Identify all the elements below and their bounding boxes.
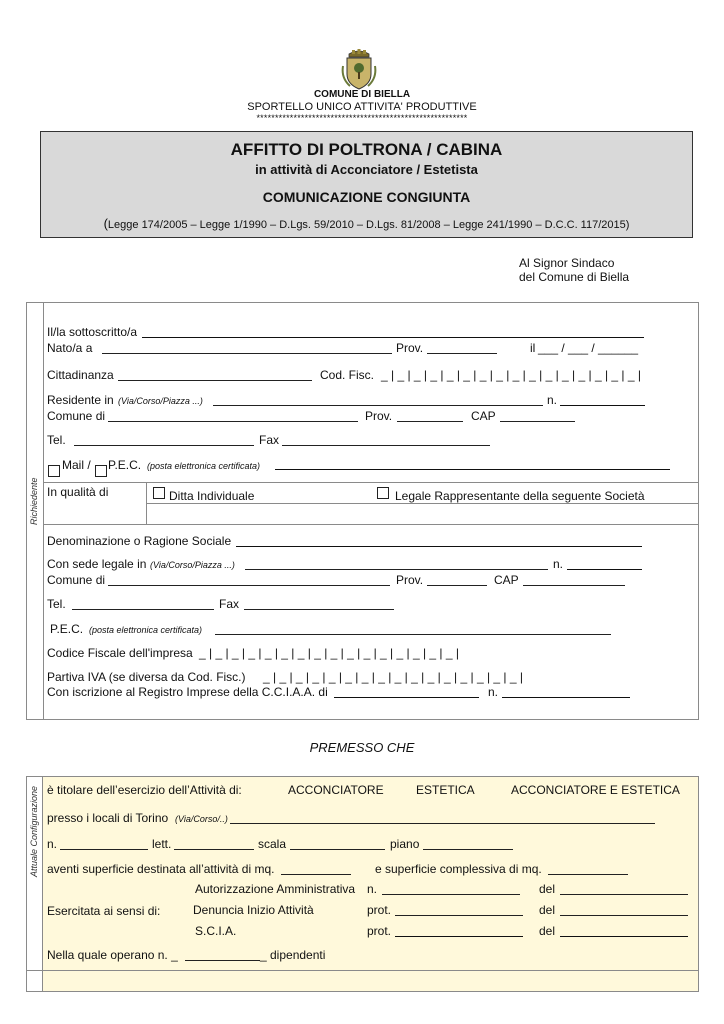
company-name-input[interactable] [236,546,642,547]
registry-label: Con iscrizione al Registro Imprese della C.C.I.A.A. di [47,685,328,699]
undersigned-label: Il/la sottoscritto/a [47,325,138,339]
office-name: SPORTELLO UNICO ATTIVITA' PRODUTTIVE [247,101,477,113]
current-configuration-side-label: Attuale Configurazione [29,785,39,877]
mail-checkbox[interactable] [48,465,60,477]
activity-option-both[interactable]: ACCONCIATORE E ESTETICA [511,783,680,797]
legal-representative-label: Legale Rappresentante della seguente Società [395,489,645,503]
scia-protocol-input[interactable] [395,936,523,937]
premises-label: presso i locali di Torino [47,811,169,825]
residence-input[interactable] [213,405,543,406]
citizenship-label: Cittadinanza [47,368,114,382]
document-subtitle: in attività di Acconciatore / Estetista [255,162,478,177]
premises-letter-label: lett. [152,837,172,851]
total-area-input[interactable] [548,874,628,875]
activity-area-label: aventi superficie destinata all’attività di mq. [47,862,275,876]
residence-cap-label: CAP [471,409,496,423]
birthplace-input[interactable] [102,353,392,354]
residence-number-label: n. [547,393,558,407]
registry-input[interactable] [334,697,479,698]
mail-label: Mail / [62,458,91,472]
authorization-number-label: n. [367,882,378,896]
dia-protocol-input[interactable] [395,915,523,916]
municipality-name: COMUNE DI BIELLA [313,89,411,100]
company-seat-number-label: n. [553,557,564,571]
exercised-under-label: Esercitata ai sensi di: [47,904,161,918]
pec-label: P.E.C. [108,458,142,472]
company-phone-input[interactable] [72,609,214,610]
premises-number-label: n. [47,837,58,851]
document-title: AFFITTO DI POLTRONA / CABINA [230,140,503,159]
addressee-line-2: del Comune di Biella [519,270,630,284]
company-seat-hint: (Via/Corso/Piazza ...) [150,560,235,570]
registry-number-label: n. [488,685,499,699]
company-tax-code-input[interactable]: _ | _ | _ | _ | _ | _ | _ | _ | _ | _ | _ | _ | _ | _ | _ | _ | [199,646,460,660]
premises-input[interactable] [230,823,655,824]
employees-suffix: _ dipendenti [260,948,326,962]
scia-label: S.C.I.A. [195,924,237,938]
premises-letter-input[interactable] [174,849,254,850]
company-phone-label: Tel. [47,597,66,611]
dia-protocol-label: prot. [367,903,392,917]
activity-holder-label: è titolare dell’esercizio dell’Attività di: [47,783,242,797]
dia-date-input[interactable] [560,915,688,916]
company-pec-input[interactable] [215,634,611,635]
residence-city-label: Comune di [47,409,106,423]
company-pec-label: P.E.C. [50,622,84,636]
total-area-label: e superficie complessiva di mq. [375,862,542,876]
company-city-input[interactable] [108,585,390,586]
premises-number-input[interactable] [60,849,148,850]
email-pec-input[interactable] [275,469,670,470]
residence-number-input[interactable] [560,405,645,406]
company-fax-input[interactable] [244,609,394,610]
authorization-label: Autorizzazione Amministrativa [195,882,356,896]
company-pec-hint: (posta elettronica certificata) [89,625,203,635]
title-box [40,131,693,238]
company-fax-label: Fax [219,597,240,611]
activity-area-input[interactable] [281,874,351,875]
dia-date-label: del [539,903,556,917]
premises-stair-label: scala [258,837,287,851]
residence-city-input[interactable] [108,421,358,422]
activity-option-hairdresser[interactable]: ACCONCIATORE [288,783,384,797]
birth-prov-input[interactable] [427,353,497,354]
stars-separator: ********************************************************* [256,113,468,123]
laws-reference: (Legge 174/2005 – Legge 1/1990 – D.Lgs. 59/2010 – D.Lgs. 81/2008 – Legge 241/1990 – D.C.C. 117/2015) [103,216,630,231]
fax-label: Fax [259,433,280,447]
citizenship-input[interactable] [118,380,312,381]
undersigned-input[interactable] [142,337,644,338]
premises-hint: (Via/Corso/..) [175,814,228,824]
scia-date-label: del [539,924,556,938]
company-cap-input[interactable] [523,585,625,586]
authorization-number-input[interactable] [382,894,520,895]
residence-prov-input[interactable] [397,421,463,422]
premise-heading: PREMESSO CHE [309,740,415,755]
registry-number-input[interactable] [502,697,630,698]
activity-option-beauty[interactable]: ESTETICA [416,783,475,797]
phone-label: Tel. [47,433,66,447]
birthplace-label: Nato/a a [47,341,93,355]
authorization-date-label: del [539,882,556,896]
dia-label: Denuncia Inizio Attività [193,903,314,917]
premises-stair-input[interactable] [290,849,385,850]
residence-prov-label: Prov. [365,409,393,423]
municipality-crest-icon [340,48,378,92]
sole-proprietor-checkbox[interactable] [153,487,165,499]
company-seat-number-input[interactable] [567,569,642,570]
company-prov-input[interactable] [427,585,487,586]
birth-prov-label: Prov. [396,341,424,355]
vat-number-label: Partiva IVA (se diversa da Cod. Fisc.) [47,670,246,684]
vat-number-input[interactable]: _ | _ | _ | _ | _ | _ | _ | _ | _ | _ | _ | _ | _ | _ | _ | _ | [263,670,524,684]
capacity-label: In qualità di [47,485,109,499]
company-seat-input[interactable] [245,569,548,570]
pec-checkbox[interactable] [95,465,107,477]
company-city-label: Comune di [47,573,106,587]
company-prov-label: Prov. [396,573,424,587]
company-cap-label: CAP [494,573,519,587]
fax-input[interactable] [282,445,490,446]
phone-input[interactable] [74,445,254,446]
premises-floor-input[interactable] [423,849,513,850]
company-name-label: Denominazione o Ragione Sociale [47,534,232,548]
tax-code-input[interactable]: _ | _ | _ | _ | _ | _ | _ | _ | _ | _ | _ | _ | _ | _ | _ | _ | [381,368,642,382]
scia-protocol-label: prot. [367,924,392,938]
addressee-line-1: Al Signor Sindaco [519,256,615,270]
applicant-side-label: Richiedente [29,477,39,525]
residence-label: Residente in [47,393,114,407]
sole-proprietor-label: Ditta Individuale [169,489,255,503]
document-heading: COMUNICAZIONE CONGIUNTA [262,189,471,205]
legal-representative-checkbox[interactable] [377,487,389,499]
residence-cap-input[interactable] [500,421,575,422]
scia-date-input[interactable] [560,936,688,937]
authorization-date-input[interactable] [560,894,688,895]
tax-code-label: Cod. Fisc. [320,368,375,382]
employees-label: Nella quale operano n. _ [47,948,178,962]
company-tax-code-label: Codice Fiscale dell'impresa [47,646,193,660]
company-seat-label: Con sede legale in [47,557,147,571]
pec-hint: (posta elettronica certificata) [147,461,261,471]
birthdate-label: il [530,341,536,355]
premises-floor-label: piano [390,837,420,851]
birthdate-input[interactable]: ___ / ___ / ______ [538,341,639,355]
employees-input[interactable] [185,960,260,961]
residence-hint: (Via/Corso/Piazza ...) [118,396,203,406]
